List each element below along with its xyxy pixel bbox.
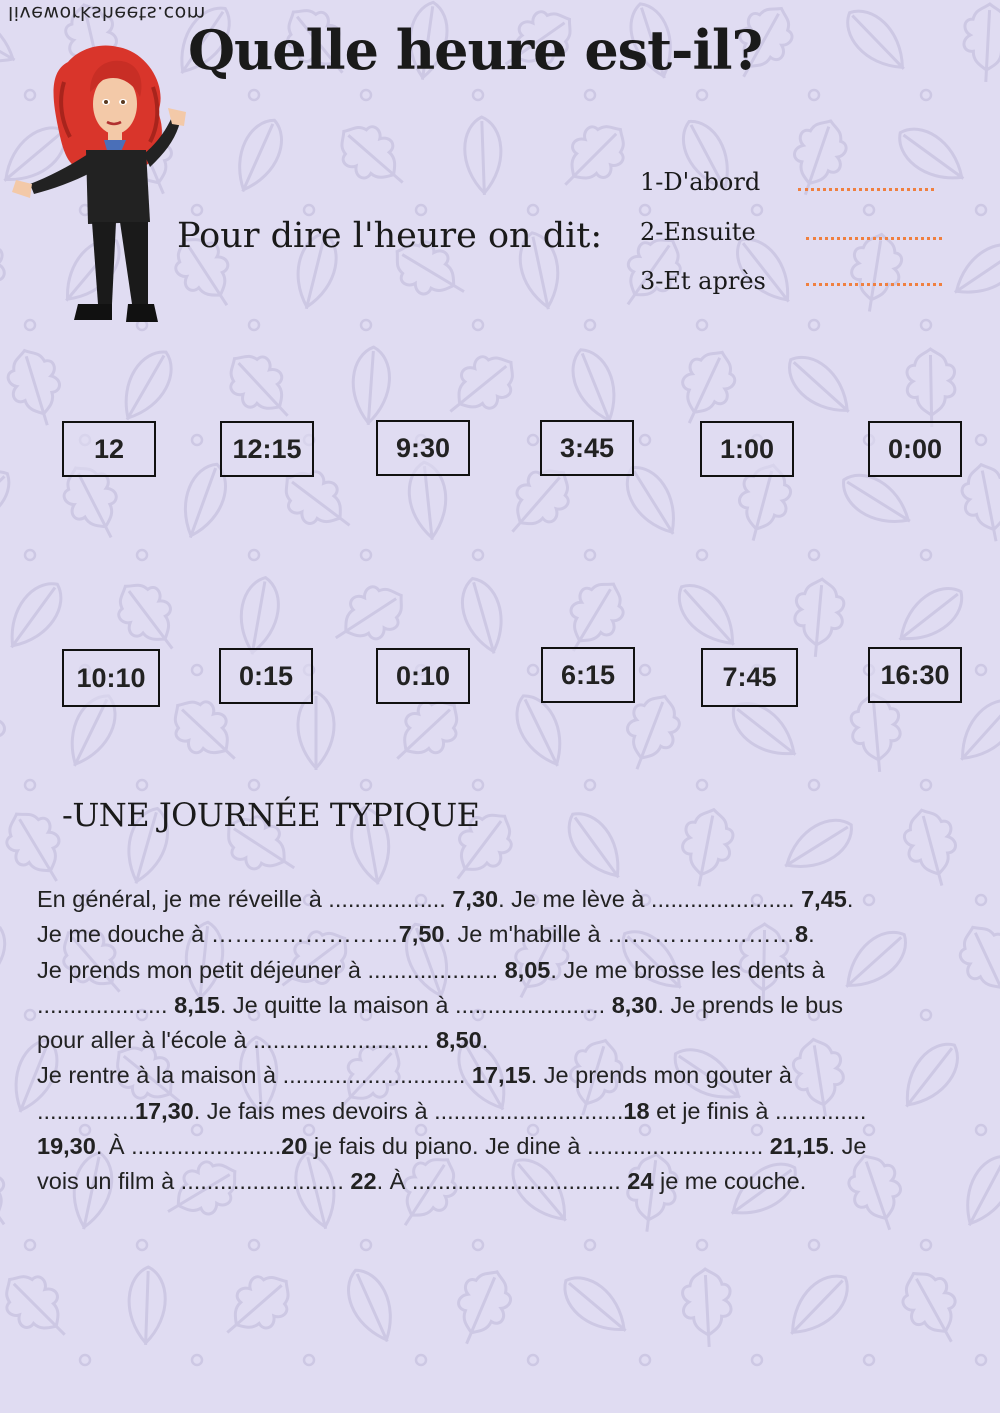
ring-decoration <box>80 1355 90 1365</box>
leaf-decoration <box>435 344 526 430</box>
text-line: .................... 8,15. Je quitte la maison à ....................... 8,30. Je prends le bus <box>37 991 843 1018</box>
ring-decoration <box>585 550 595 560</box>
ring-decoration <box>528 665 538 675</box>
ring-decoration <box>864 205 874 215</box>
ring-decoration <box>361 1240 371 1250</box>
text-line: pour aller à l'école à ........................... 8,50. <box>37 1027 489 1054</box>
ring-decoration <box>528 205 538 215</box>
ring-decoration <box>976 895 986 905</box>
leaf-decoration <box>958 460 1000 546</box>
ring-decoration <box>473 1240 483 1250</box>
leaf-decoration <box>668 342 744 433</box>
step-2-answer-blank[interactable] <box>806 237 942 240</box>
ring-decoration <box>361 320 371 330</box>
leaf-decoration <box>323 575 414 657</box>
leaf-decoration <box>792 577 846 659</box>
ring-decoration <box>921 780 931 790</box>
ring-decoration <box>809 1240 819 1250</box>
leaf-decoration <box>778 1265 858 1346</box>
ring-decoration <box>697 780 707 790</box>
ring-decoration <box>137 780 147 790</box>
leaf-decoration <box>445 1263 519 1353</box>
time-box[interactable]: 9:30 <box>376 420 470 476</box>
time-box[interactable]: 0:10 <box>376 648 470 704</box>
ring-decoration <box>192 665 202 675</box>
leaf-decoration <box>0 1263 82 1352</box>
leaf-decoration <box>893 1262 972 1353</box>
ring-decoration <box>921 320 931 330</box>
leaf-decoration <box>455 574 511 659</box>
ring-decoration <box>697 1240 707 1250</box>
leaf-decoration <box>849 692 903 774</box>
text-line: Je prends mon petit déjeuner à .................... 8,05. Je me brosse les dents à <box>37 956 825 983</box>
leaf-decoration <box>776 810 861 882</box>
leaf-decoration <box>226 113 291 199</box>
ring-decoration <box>697 320 707 330</box>
ring-decoration <box>192 1355 202 1365</box>
ring-decoration <box>25 1240 35 1250</box>
ring-decoration <box>976 1355 986 1365</box>
step-3-answer-blank[interactable] <box>806 283 942 286</box>
leaf-decoration <box>558 804 633 888</box>
section-title: -UNE JOURNÉE TYPIQUE <box>62 796 480 834</box>
ring-decoration <box>137 1240 147 1250</box>
ring-decoration <box>921 1240 931 1250</box>
ring-decoration <box>473 780 483 790</box>
leaf-decoration <box>0 574 72 658</box>
daily-routine-text <box>37 882 977 1200</box>
ring-decoration <box>249 780 259 790</box>
ring-decoration <box>697 90 707 100</box>
leaf-decoration <box>548 113 637 202</box>
teacher-avatar <box>8 42 198 324</box>
step-1-label: 1-D'abord <box>640 168 761 196</box>
leaf-decoration <box>907 349 956 428</box>
ring-decoration <box>249 1240 259 1250</box>
ring-decoration <box>809 780 819 790</box>
leaf-decoration <box>0 688 17 778</box>
text-line: ...............17,30. Je fais mes devoirs à .............................18 et je finis à .............. <box>37 1097 867 1124</box>
text-line: En général, je me réveille à .................. 7,30. Je me lève à ...................... 7,45. <box>37 886 854 912</box>
leaf-decoration <box>945 234 1000 308</box>
leaf-decoration <box>554 1267 637 1345</box>
leaf-decoration <box>339 1263 404 1349</box>
time-box[interactable]: 12 <box>62 421 156 477</box>
ring-decoration <box>361 780 371 790</box>
page-title: Quelle heure est-il? <box>188 18 763 82</box>
leaf-decoration <box>212 1263 302 1350</box>
time-box[interactable]: 6:15 <box>541 647 635 703</box>
leaf-decoration <box>676 805 738 891</box>
leaf-decoration <box>111 343 181 429</box>
ring-decoration <box>921 550 931 560</box>
ring-decoration <box>640 665 650 675</box>
leaf-decoration <box>890 118 974 193</box>
ring-decoration <box>416 1355 426 1365</box>
ring-decoration <box>528 1355 538 1365</box>
leaf-decoration <box>0 1147 24 1238</box>
leaf-decoration <box>681 1268 733 1348</box>
ring-decoration <box>192 435 202 445</box>
leaf-decoration <box>962 3 1000 83</box>
leaf-decoration <box>837 0 917 81</box>
ring-decoration <box>473 320 483 330</box>
ring-decoration <box>976 435 986 445</box>
leaf-decoration <box>899 804 965 892</box>
ring-decoration <box>416 205 426 215</box>
text-line: Je me douche à ……………………7,50. Je m'habille à ……………………8. <box>37 921 815 948</box>
ring-decoration <box>528 435 538 445</box>
ring-decoration <box>361 550 371 560</box>
leaf-decoration <box>328 113 418 200</box>
text-line: vois un film à ......................... 22. À ................................ 24 je me couche. <box>37 1168 807 1195</box>
ring-decoration <box>809 320 819 330</box>
leaf-decoration <box>217 342 305 431</box>
leaf-decoration <box>668 575 747 657</box>
ring-decoration <box>809 90 819 100</box>
leaf-decoration <box>779 346 861 425</box>
step-2-label: 2-Ensuite <box>640 218 756 246</box>
watermark: liveworksheets.com <box>8 2 206 24</box>
leaf-decoration <box>0 461 20 541</box>
leaf-decoration <box>846 231 905 315</box>
subtitle: Pour dire l'heure on dit: <box>177 216 603 256</box>
time-box[interactable]: 1:00 <box>700 421 794 477</box>
ring-decoration <box>976 1125 986 1135</box>
leaf-decoration <box>888 577 972 653</box>
time-box[interactable]: 10:10 <box>62 649 160 707</box>
ring-decoration <box>585 1240 595 1250</box>
ring-decoration <box>640 1355 650 1365</box>
leaf-decoration <box>128 1266 167 1345</box>
text-line: Je rentre à la maison à ............................ 17,15. Je prends mon gouter à <box>37 1062 792 1089</box>
ring-decoration <box>249 90 259 100</box>
step-1-answer-blank[interactable] <box>798 188 934 191</box>
ring-decoration <box>304 205 314 215</box>
ring-decoration <box>304 1355 314 1365</box>
ring-decoration <box>249 550 259 560</box>
ring-decoration <box>921 90 931 100</box>
ring-decoration <box>585 780 595 790</box>
step-3-label: 3-Et après <box>640 267 766 295</box>
ring-decoration <box>585 320 595 330</box>
ring-decoration <box>25 780 35 790</box>
leaf-decoration <box>464 116 503 195</box>
ring-decoration <box>976 665 986 675</box>
ring-decoration <box>976 205 986 215</box>
ring-decoration <box>697 550 707 560</box>
leaf-decoration <box>0 918 15 1003</box>
text-line: 19,30. À .......................20 je fais du piano. Je dine à ........................... 21,15. Je <box>37 1133 867 1160</box>
leaf-decoration <box>2 344 70 433</box>
leaf-decoration <box>234 574 283 657</box>
ring-decoration <box>864 1355 874 1365</box>
ring-decoration <box>473 90 483 100</box>
ring-decoration <box>25 1010 35 1020</box>
ring-decoration <box>473 550 483 560</box>
ring-decoration <box>809 550 819 560</box>
ring-decoration <box>25 550 35 560</box>
leaf-decoration <box>564 343 627 429</box>
ring-decoration <box>137 550 147 560</box>
ring-decoration <box>752 205 762 215</box>
ring-decoration <box>585 90 595 100</box>
ring-decoration <box>752 1355 762 1365</box>
time-box[interactable]: 0:15 <box>219 648 313 704</box>
ring-decoration <box>249 320 259 330</box>
time-box[interactable]: 16:30 <box>868 647 962 703</box>
ring-decoration <box>640 435 650 445</box>
leaf-decoration <box>350 346 391 426</box>
time-box[interactable]: 3:45 <box>540 420 634 476</box>
time-box[interactable]: 12:15 <box>220 421 314 477</box>
time-box[interactable]: 7:45 <box>701 648 798 707</box>
ring-decoration <box>640 205 650 215</box>
time-box[interactable]: 0:00 <box>868 421 962 477</box>
ring-decoration <box>361 90 371 100</box>
